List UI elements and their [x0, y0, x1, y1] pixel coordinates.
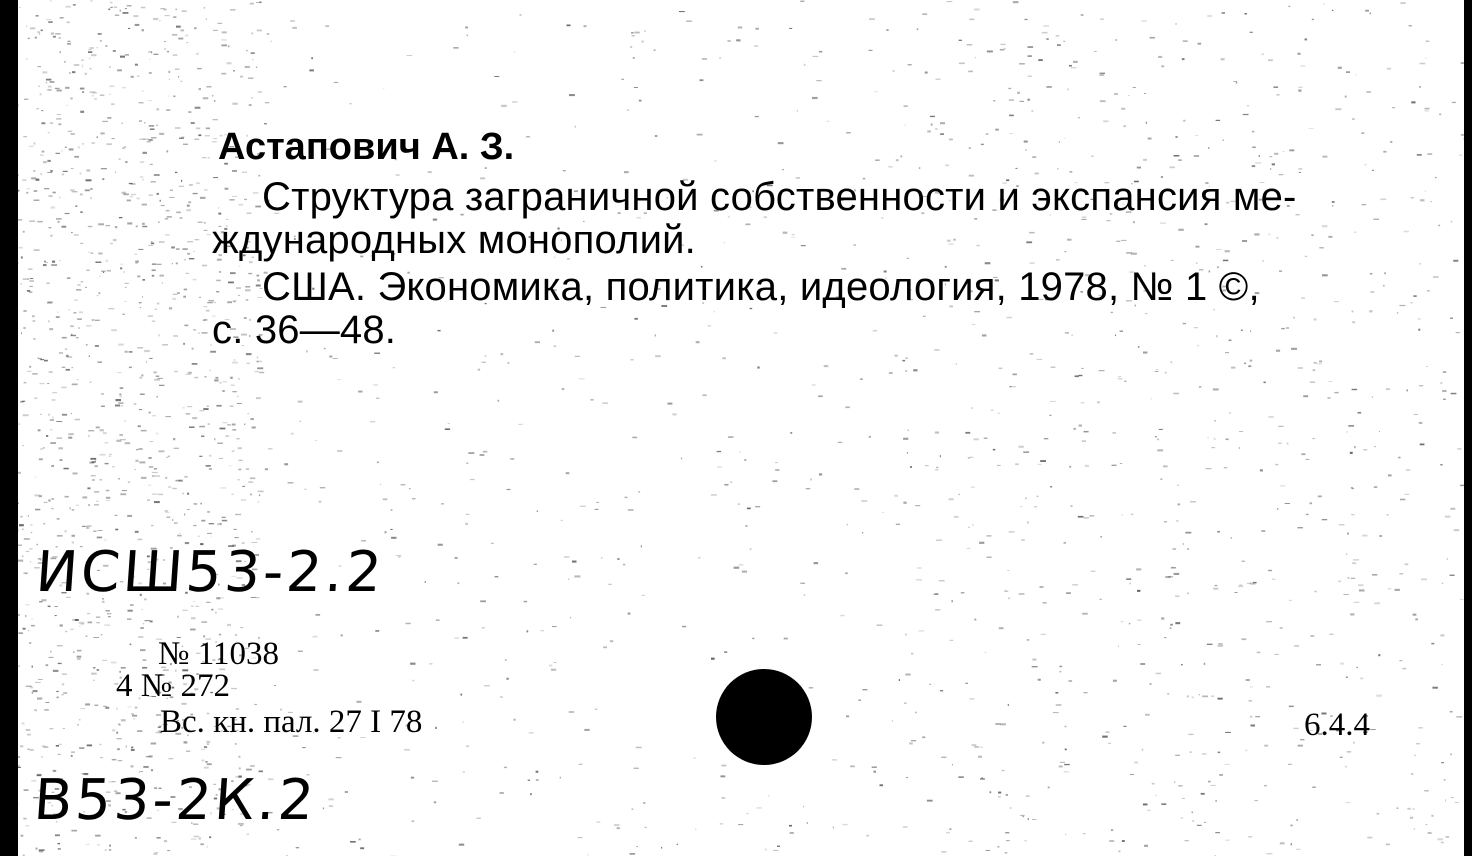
registry-note: Вс. кн. пал. 27 I 78	[160, 704, 423, 740]
author-name: Астапович А. З.	[218, 126, 515, 168]
title-line-2: ждународных монополий.	[212, 218, 696, 262]
source-line-2: с. 36—48.	[212, 308, 397, 352]
title-line-1: Структура заграничной собственности и экспансия ме-	[262, 175, 1297, 219]
inventory-number: № 11038	[158, 636, 280, 672]
order-number: 4 № 272	[116, 668, 230, 704]
handwritten-catalog-code: В53-2К.2	[31, 768, 319, 833]
handwritten-shelf-code: ИСШ53-2.2	[33, 540, 387, 605]
card-left-edge	[0, 0, 18, 856]
source-line-1: США. Экономика, политика, идеология, 1978, № 1 ©,	[262, 265, 1260, 309]
classification-index: 6.4.4	[1304, 707, 1370, 743]
card-punch-hole	[716, 669, 812, 765]
card-right-edge	[1464, 0, 1472, 856]
